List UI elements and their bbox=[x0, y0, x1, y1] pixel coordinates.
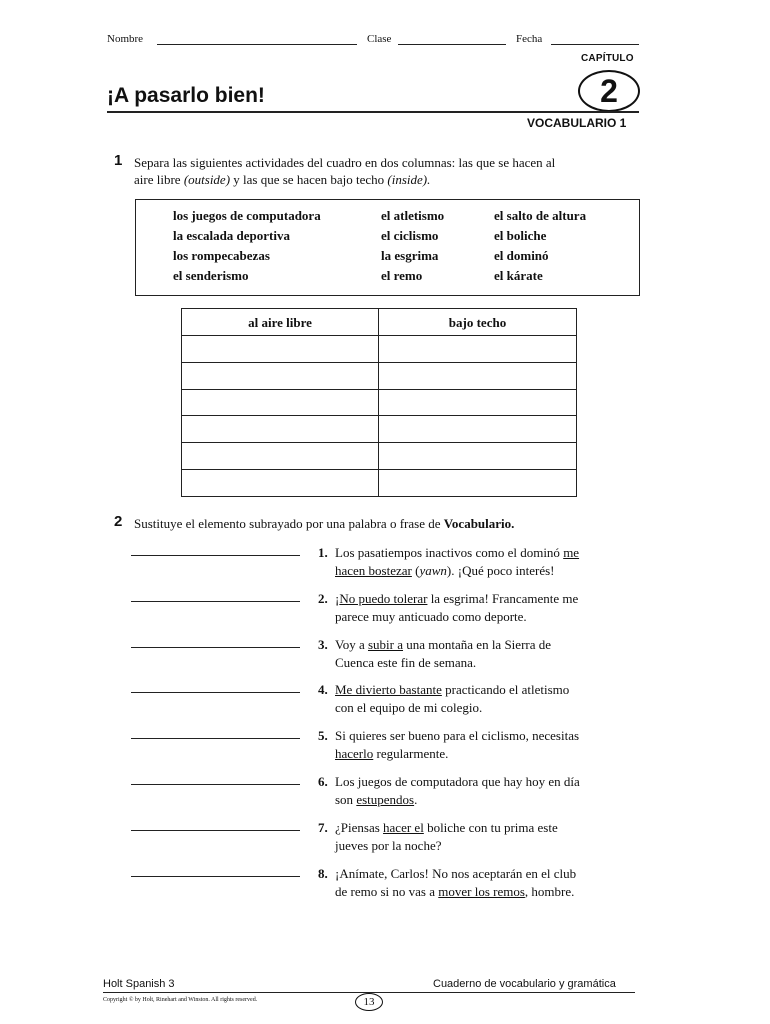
word-bank-item: la escalada deportiva bbox=[173, 228, 290, 243]
item-text bbox=[318, 819, 638, 855]
word-bank-item: la esgrima bbox=[381, 248, 439, 263]
footer-book-title: Holt Spanish 3 bbox=[103, 978, 175, 990]
sentence-text: Si quieres ser bueno para el ciclismo, necesitas bbox=[335, 728, 580, 743]
header-rule bbox=[107, 111, 639, 113]
word-bank-item: el remo bbox=[381, 268, 423, 283]
nombre-label: Nombre bbox=[107, 33, 144, 45]
sentence-text: parece muy anticuado como deporte. bbox=[335, 609, 527, 624]
section-label: VOCABULARIO 1 bbox=[527, 116, 627, 130]
sentence-text: Los juegos de computadora que hay hoy en día bbox=[335, 774, 580, 789]
underlined-phrase: subir a bbox=[367, 637, 404, 652]
item-number: 7. bbox=[318, 820, 328, 835]
footer-workbook-title: Cuaderno de vocabulario y gramática bbox=[433, 978, 616, 990]
item-text bbox=[318, 636, 638, 672]
word-bank-column-2 bbox=[381, 206, 444, 286]
sentence-text: yawn bbox=[419, 563, 447, 578]
sentence-text: ¡ bbox=[335, 591, 340, 606]
sentence-text: con el equipo de mi colegio. bbox=[335, 700, 483, 715]
item-text bbox=[318, 773, 638, 809]
sentence-text: boliche con tu prima este bbox=[423, 820, 558, 835]
word-bank-item: los rompecabezas bbox=[173, 248, 270, 263]
answer-blank[interactable] bbox=[131, 784, 300, 785]
answer-blank[interactable] bbox=[131, 738, 300, 739]
answer-blank[interactable] bbox=[131, 555, 300, 556]
item-number: 2. bbox=[318, 591, 328, 606]
sentence-text: ¿Piensas bbox=[335, 820, 384, 835]
fecha-field[interactable] bbox=[551, 44, 639, 45]
answer-blank[interactable] bbox=[131, 830, 300, 831]
copyright-notice: Copyright © by Holt, Rinehart and Winston. All rights reserved. bbox=[103, 997, 258, 1003]
word-bank-item: el dominó bbox=[494, 248, 549, 263]
sentence-text: practicando el atletismo bbox=[441, 682, 570, 697]
answer-row-line[interactable] bbox=[182, 442, 576, 443]
exercise-1-number: 1 bbox=[114, 152, 123, 169]
underlined-phrase: Me divierto bastante bbox=[335, 682, 442, 697]
sentence-text: ). ¡Qué poco interés! bbox=[446, 563, 555, 578]
word-bank-item: el atletismo bbox=[381, 208, 445, 223]
answer-row-line[interactable] bbox=[182, 415, 576, 416]
underlined-phrase: hacerlo bbox=[335, 746, 374, 761]
page-number: 13 bbox=[355, 993, 383, 1011]
exercise-2-number: 2 bbox=[114, 513, 123, 530]
column-header-bajo-techo: bajo techo bbox=[448, 315, 507, 330]
nombre-field[interactable] bbox=[157, 44, 357, 45]
word-bank-item: el salto de altura bbox=[494, 208, 587, 223]
item-number: 1. bbox=[318, 545, 328, 560]
clase-field[interactable] bbox=[398, 44, 506, 45]
capitulo-label: CAPÍTULO bbox=[581, 53, 634, 64]
item-number: 4. bbox=[318, 682, 328, 697]
sentence-text: una montaña en la Sierra de bbox=[403, 637, 552, 652]
clase-label: Clase bbox=[367, 33, 392, 45]
exercise-2-instruction: Sustituye el elemento subrayado por una palabra o frase de Vocabulario. bbox=[134, 516, 515, 531]
underlined-phrase: No puedo tolerar bbox=[339, 591, 428, 606]
item-number: 8. bbox=[318, 866, 328, 881]
sentence-text: son bbox=[335, 792, 357, 807]
word-bank-item: el senderismo bbox=[173, 268, 249, 283]
word-bank-item: el kárate bbox=[494, 268, 543, 283]
sentence-text: Voy a bbox=[335, 637, 368, 652]
sentence-text: Los pasatiempos inactivos como el dominó bbox=[335, 545, 564, 560]
underlined-phrase: hacen bostezar bbox=[335, 563, 412, 578]
word-bank-item: el boliche bbox=[494, 228, 547, 243]
sentence-text: , hombre. bbox=[524, 884, 575, 899]
answer-blank[interactable] bbox=[131, 647, 300, 648]
sentence-text: jueves por la noche? bbox=[335, 838, 442, 853]
underlined-phrase: me bbox=[563, 545, 580, 560]
answer-row-line[interactable] bbox=[182, 389, 576, 390]
table-divider bbox=[378, 309, 379, 496]
sentence-text: ( bbox=[411, 563, 420, 578]
fecha-label: Fecha bbox=[516, 33, 543, 45]
word-bank-column-3 bbox=[494, 206, 586, 286]
word-bank-item: los juegos de computadora bbox=[173, 208, 321, 223]
item-number: 5. bbox=[318, 728, 328, 743]
column-header-al-aire-libre: al aire libre bbox=[248, 315, 312, 330]
exercise-1-instruction bbox=[134, 154, 644, 188]
word-bank-column-1 bbox=[173, 206, 321, 286]
item-text bbox=[318, 681, 638, 717]
sentence-text: ¡Anímate, Carlos! No nos aceptarán en el club bbox=[335, 866, 577, 881]
answer-row-line[interactable] bbox=[182, 362, 576, 363]
underlined-phrase: hacer el bbox=[383, 820, 424, 835]
answer-row-line[interactable] bbox=[182, 469, 576, 470]
item-text bbox=[318, 865, 638, 901]
item-number: 3. bbox=[318, 637, 328, 652]
word-bank-item: el ciclismo bbox=[381, 228, 439, 243]
item-text bbox=[318, 590, 638, 626]
item-text bbox=[318, 727, 638, 763]
sorting-table bbox=[181, 308, 577, 497]
word-bank-box bbox=[135, 199, 640, 296]
answer-blank[interactable] bbox=[131, 601, 300, 602]
sentence-text: regularmente. bbox=[373, 746, 449, 761]
sentence-text: . bbox=[414, 792, 418, 807]
answer-blank[interactable] bbox=[131, 876, 300, 877]
underlined-phrase: estupendos bbox=[356, 792, 415, 807]
sentence-text: de remo si no vas a bbox=[335, 884, 439, 899]
sentence-text: la esgrima! Francamente me bbox=[427, 591, 579, 606]
sentence-text: Cuenca este fin de semana. bbox=[335, 655, 477, 670]
table-header-rule bbox=[182, 335, 576, 336]
instruction-line-2: aire libre (outside) y las que se hacen bajo techo (inside). bbox=[134, 172, 431, 187]
page-title: ¡A pasarlo bien! bbox=[107, 84, 265, 107]
answer-blank[interactable] bbox=[131, 692, 300, 693]
item-number: 6. bbox=[318, 774, 328, 789]
item-text bbox=[318, 544, 638, 580]
chapter-number-badge: 2 bbox=[578, 70, 640, 112]
instruction-line-1: Separa las siguientes actividades del cuadro en dos columnas: las que se hacen al bbox=[134, 155, 556, 170]
underlined-phrase: mover los remos bbox=[438, 884, 525, 899]
